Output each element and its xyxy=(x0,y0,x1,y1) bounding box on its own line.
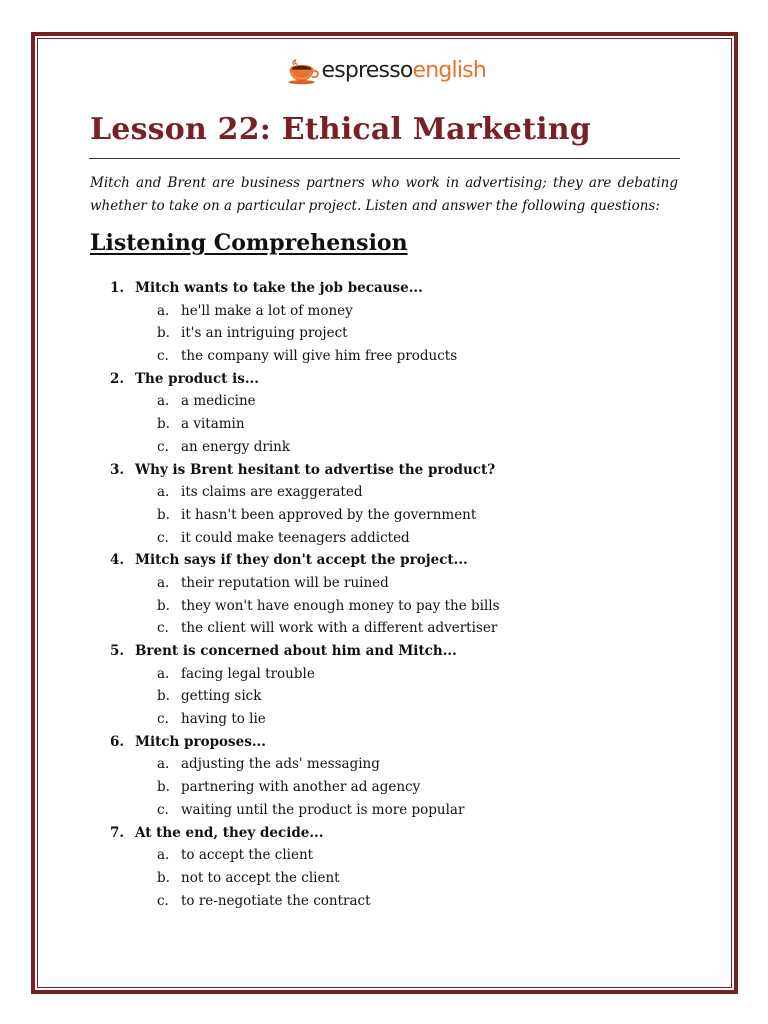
page-title: Lesson 22: Ethical Marketing xyxy=(90,112,591,147)
answer-text: adjusting the ads' messaging xyxy=(181,756,380,773)
answer-text: the client will work with a different advertiser xyxy=(181,620,498,637)
answer-letter: c. xyxy=(157,892,169,909)
answer-letter: c. xyxy=(157,438,169,455)
answer-option xyxy=(110,436,690,459)
answer-option xyxy=(110,867,690,890)
question-text: The product is... xyxy=(135,370,259,387)
coffee-cup-icon xyxy=(286,50,319,94)
answer-option xyxy=(110,481,690,504)
answer-text: partnering with another ad agency xyxy=(181,779,421,796)
espresso-english-logo xyxy=(286,50,486,94)
question-number: 5. xyxy=(110,643,125,659)
question-text: Brent is concerned about him and Mitch... xyxy=(135,643,457,659)
answer-letter: c. xyxy=(157,801,169,818)
question-text: Mitch proposes... xyxy=(135,733,266,750)
intro-paragraph: Mitch and Brent are business partners who work in advertising; they are debating whether to take on a particular project. Listen and answer the following questions: xyxy=(90,175,678,214)
logo-text-english: english xyxy=(412,57,486,83)
answer-letter: b. xyxy=(157,779,170,796)
question-number: 4. xyxy=(110,552,125,569)
answer-option xyxy=(110,595,690,618)
answer-text: the company will give him free products xyxy=(181,348,458,365)
answer-text: to re-negotiate the contract xyxy=(181,892,371,909)
answer-letter: b. xyxy=(157,869,170,886)
question-item xyxy=(110,459,690,482)
answer-option xyxy=(110,300,690,323)
answer-option xyxy=(110,776,690,799)
answer-option xyxy=(110,390,690,413)
answer-text: not to accept the client xyxy=(181,869,340,886)
answer-text: having to lie xyxy=(181,711,266,728)
question-item xyxy=(110,822,690,845)
answer-text: a vitamin xyxy=(181,416,245,433)
answer-text: waiting until the product is more popular xyxy=(181,801,465,818)
question-item xyxy=(110,549,690,572)
answer-option xyxy=(110,504,690,527)
question-text: Why is Brent hesitant to advertise the product? xyxy=(135,461,496,478)
answer-letter: c. xyxy=(157,620,169,637)
answer-text: it's an intriguing project xyxy=(181,325,348,342)
answer-letter: c. xyxy=(157,711,169,728)
answer-text: to accept the client xyxy=(181,847,314,864)
answer-text: they won't have enough money to pay the bills xyxy=(181,597,500,614)
answer-text: getting sick xyxy=(181,688,262,705)
question-number: 2. xyxy=(110,370,125,387)
answer-letter: a. xyxy=(157,847,170,864)
answer-letter: b. xyxy=(157,416,170,433)
answer-option xyxy=(110,527,690,550)
answer-option xyxy=(110,753,690,776)
answer-letter: a. xyxy=(157,756,170,773)
question-text: Mitch wants to take the job because... xyxy=(135,280,423,296)
answer-text: it could make teenagers addicted xyxy=(181,529,410,546)
title-divider xyxy=(89,158,680,159)
answer-text: their reputation will be ruined xyxy=(181,574,389,591)
answer-letter: c. xyxy=(157,529,169,546)
answer-letter: a. xyxy=(157,484,170,501)
answer-text: he'll make a lot of money xyxy=(181,302,353,319)
answer-letter: c. xyxy=(157,348,169,365)
question-number: 1. xyxy=(110,280,125,296)
answer-letter: a. xyxy=(157,665,170,682)
answer-text: its claims are exaggerated xyxy=(181,484,363,501)
answer-option xyxy=(110,663,690,686)
answer-option xyxy=(110,617,690,640)
question-number: 7. xyxy=(110,824,125,841)
answer-letter: a. xyxy=(157,302,170,319)
answer-option xyxy=(110,799,690,822)
answer-letter: b. xyxy=(157,506,170,523)
answer-text: a medicine xyxy=(181,393,256,410)
question-item xyxy=(110,368,690,391)
answer-option xyxy=(110,890,690,913)
answer-letter: a. xyxy=(157,393,170,410)
answer-option xyxy=(110,844,690,867)
answer-letter: b. xyxy=(157,597,170,614)
answer-text: it hasn't been approved by the government xyxy=(181,506,477,523)
answer-letter: b. xyxy=(157,325,170,342)
logo-text-espresso: espresso xyxy=(321,57,413,83)
question-list xyxy=(110,277,690,912)
answer-option xyxy=(110,413,690,436)
answer-option xyxy=(110,685,690,708)
section-heading: Listening Comprehension xyxy=(90,230,408,256)
answer-option xyxy=(110,708,690,731)
question-item xyxy=(110,277,690,300)
question-item xyxy=(110,640,690,663)
question-item xyxy=(110,731,690,754)
answer-option xyxy=(110,322,690,345)
answer-option xyxy=(110,345,690,368)
answer-letter: b. xyxy=(157,688,170,705)
question-number: 6. xyxy=(110,733,125,750)
answer-letter: a. xyxy=(157,574,170,591)
question-text: At the end, they decide... xyxy=(135,824,324,841)
question-text: Mitch says if they don't accept the project... xyxy=(135,552,468,569)
question-number: 3. xyxy=(110,461,125,478)
answer-text: an energy drink xyxy=(181,438,291,455)
answer-text: facing legal trouble xyxy=(181,665,315,682)
answer-option xyxy=(110,572,690,595)
